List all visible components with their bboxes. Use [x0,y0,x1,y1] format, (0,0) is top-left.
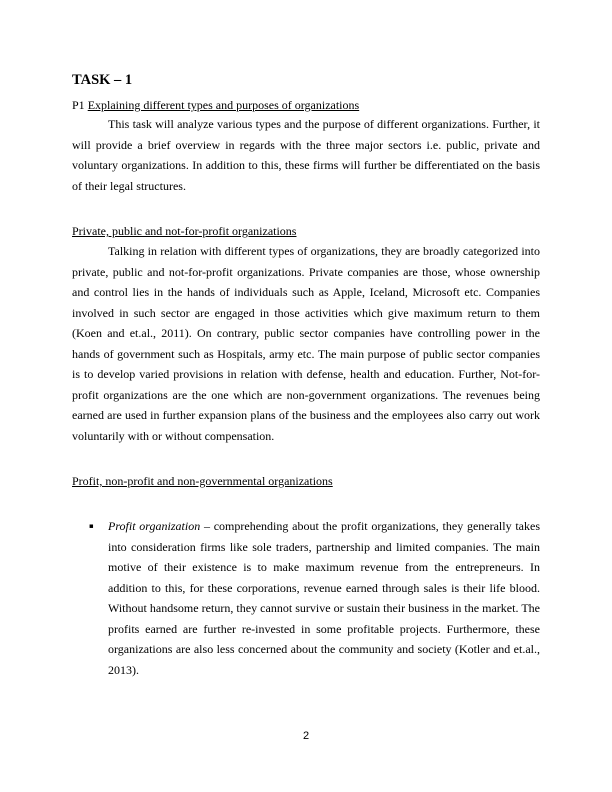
section2-paragraph: Talking in relation with different types of organizations, they are broadly categorized into private, public and not-for-profit organizations. Private companies are those, whose ownership and control lies in the hands of individuals such as Apple, Iceland, Microsoft etc. Companies involved in such sector are engaged in those activities which give maximum return to them (Koen and et.al., 2011). On contrary, public sector companies have controlling power in the hands of government such as Hospitals, army etc. The main purpose of public sector companies is to develop varied provisions in relation with defense, health and education. Further, Not-for-profit organizations are the one which are non-government organizations. The revenues being earned are used in further expansion plans of the business and the employees also carry out work voluntarily with or without compensation. [72,244,540,443]
bullet-text: – comprehending about the profit organizations, they generally takes into consideration firms like sole traders, partnership and limited companies. The main motive of their existence is to make maximum revenue from the entrepreneurs. In addition to this, for these corporations, revenue earned through sales is their life blood. Without handsome return, they cannot survive or sustain their business in the market. The profits earned are further re-invested in some profitable projects. Furthermore, these organizations are also less concerned about the community and society (Kotler and et.al., 2013). [108,519,541,677]
section2-heading [72,223,296,239]
section1-title: Explaining different types and purposes of organizations [87,98,360,112]
page-number: 2 [302,730,310,742]
section3-title: Profit, non-profit and non-governmental organizations [72,474,333,488]
section2-title: Private, public and not-for-profit organizations [72,224,297,238]
square-bullet-icon: ▪ [89,522,94,530]
section3-bullet-list [72,516,540,680]
task-heading: TASK – 1 [72,72,133,88]
section1-prefix: P1 [72,98,85,112]
bullet-term: Profit organization [108,519,201,533]
section3-heading [72,473,333,489]
list-item [72,516,540,680]
section1-paragraph: This task will analyze various types and the purpose of different organizations. Further, it will provide a brief overview in regards with the three major sectors i.e. public, private and voluntary organizations. In addition to this, these firms will further be differentiated on the basis of their legal structures. [72,117,540,193]
section1-heading [72,97,359,113]
